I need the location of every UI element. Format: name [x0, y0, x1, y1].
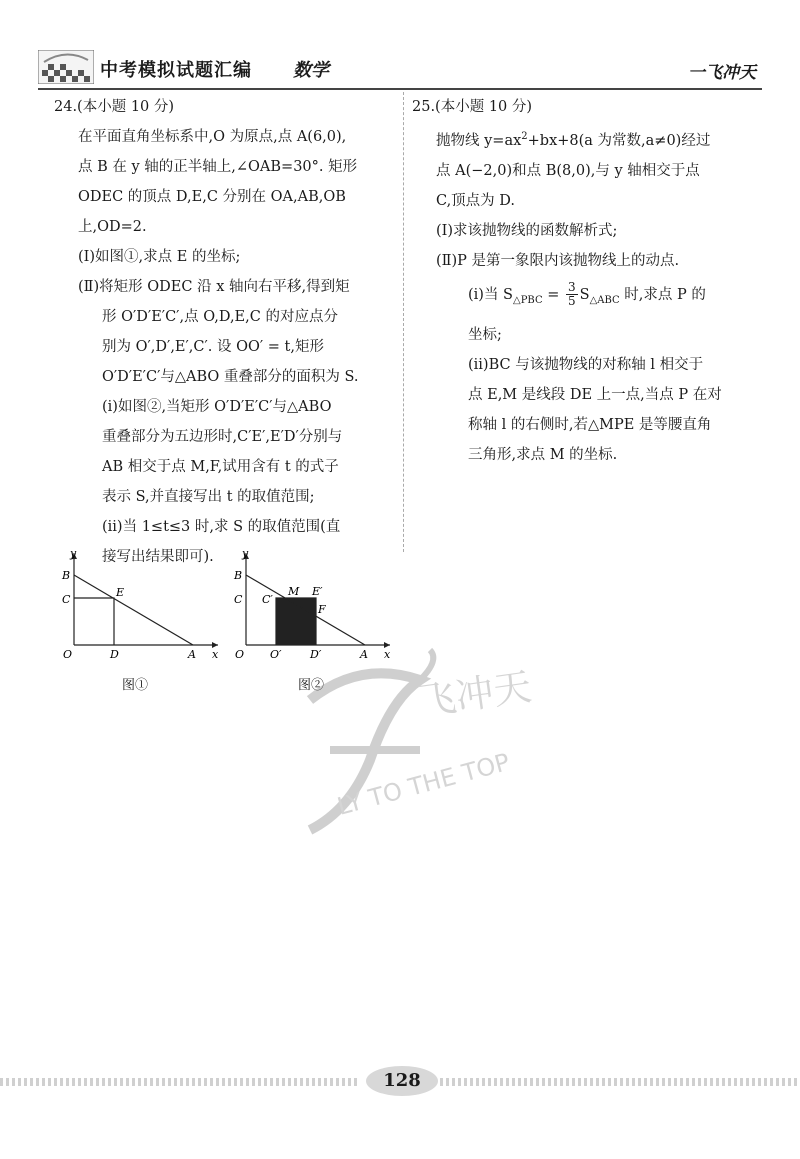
point-label-f: F [318, 603, 326, 616]
point-label-c: C [62, 593, 71, 606]
brand-label: 一飞冲天 [688, 63, 756, 83]
question-24 [54, 92, 396, 572]
book-title: 中考模拟试题汇编 [100, 60, 252, 81]
point-label-o: O [235, 648, 245, 661]
q25-sub-2-line: (ⅱ)BC 与该抛物线的对称轴 l 相交于 [468, 356, 704, 373]
q25-sub-2-line: 点 E,M 是线段 DE 上一点,当点 P 在对 [468, 386, 722, 403]
q25-part-2: (Ⅱ)P 是第一象限内该抛物线上的动点. [436, 252, 680, 269]
point-label-a: A [360, 648, 368, 661]
q24-number: 24.(本小题 10 分) [54, 99, 175, 115]
point-label-a: A [188, 648, 196, 661]
q25-sub1-text: 时,求点 P 的 [619, 286, 706, 303]
footer-ornament-left [0, 1078, 360, 1086]
q24-part-2-line: 形 O′D′E′C′,点 O,D,E,C 的对应点分 [102, 309, 338, 325]
segment-ab [74, 575, 193, 645]
axis-label-y: y [242, 547, 249, 560]
subject-label: 数学 [293, 60, 329, 81]
axis-label-y: y [70, 547, 77, 560]
point-label-b: B [62, 569, 71, 582]
point-label-c-prime: C′ [262, 593, 273, 606]
fraction-numerator: 3 [567, 280, 576, 295]
q25-sub1-text: S [579, 286, 590, 303]
q24-stem-line: 点 B 在 y 轴的正半轴上,∠OAB=30°. 矩形 [78, 159, 358, 175]
q25-sub1-subscript: △PBC [513, 294, 543, 306]
fraction [566, 281, 578, 308]
q25-sub-2-line: 称轴 l 的右侧时,若△MPE 是等腰直角 [468, 416, 712, 433]
q25-sub-2-line: 三角形,求点 M 的坐标. [468, 446, 618, 463]
header-divider [38, 88, 762, 90]
q24-part-2-line: O′D′E′C′与△ABO 重叠部分的面积为 S. [102, 369, 359, 385]
q24-part-2-line: 别为 O′,D′,E′,C′. 设 OO′ = t,矩形 [102, 339, 324, 355]
watermark-en-text: LY TO THE TOP [334, 747, 513, 821]
point-label-o: O [63, 648, 73, 661]
q24-sub-1-line: 重叠部分为五边形时,C′E′,E′D′分别与 [102, 429, 343, 445]
q25-sub1-eq: = [542, 286, 564, 303]
q25-stem-line [412, 122, 752, 156]
figure-2-caption: 图② [298, 678, 325, 693]
rectangle-odec [74, 598, 114, 645]
q25-exponent: 2 [521, 131, 528, 142]
q25-part-1: (Ⅰ)求该抛物线的函数解析式; [436, 222, 618, 239]
q24-sub-2-line: 接写出结果即可). [102, 549, 214, 565]
page-header [38, 44, 762, 90]
point-label-b: B [234, 569, 243, 582]
q24-stem-line: 在平面直角坐标系中,O 为原点,点 A(6,0), [78, 129, 347, 145]
page-number: 128 [383, 1070, 421, 1091]
brand-watermark [270, 640, 550, 850]
q24-sub-1-line: (ⅰ)如图②,当矩形 O′D′E′C′与△ABO [102, 399, 332, 415]
q25-number: 25.(本小题 10 分) [412, 99, 533, 115]
q24-part-2-line: (Ⅱ)将矩形 ODEC 沿 x 轴向右平移,得到矩 [78, 279, 350, 295]
point-label-o-prime: O′ [270, 648, 282, 661]
q25-stem-text: +bx+8(a 为常数,a≠0)经过 [527, 132, 711, 149]
q25-stem-line: 点 A(−2,0)和点 B(8,0),与 y 轴相交于点 [436, 162, 700, 179]
q25-sub1-text: (ⅰ)当 S [468, 286, 513, 303]
q25-sub-1-line [412, 276, 752, 320]
q24-sub-2-line: (ⅱ)当 1≤t≤3 时,求 S 的取值范围(直 [102, 519, 341, 535]
column-divider [403, 92, 404, 552]
point-label-e: E [116, 586, 125, 599]
q25-stem-text: 抛物线 y=ax [436, 132, 522, 149]
watermark-cn-text: 飞冲天 [415, 664, 535, 724]
q24-part-1: (Ⅰ)如图①,求点 E 的坐标; [78, 249, 241, 265]
q24-stem-line: ODEC 的顶点 D,E,C 分别在 OA,AB,OB [78, 189, 346, 205]
figure-1-caption: 图① [122, 678, 149, 693]
q25-sub1-subscript: △ABC [589, 294, 620, 306]
q25-sub-1-line: 坐标; [468, 326, 502, 343]
q24-sub-1-line: 表示 S,并直接写出 t 的取值范围; [102, 489, 315, 505]
point-label-e-prime: E′ [312, 585, 323, 598]
question-25 [412, 92, 752, 470]
q25-stem-line: C,顶点为 D. [436, 192, 516, 209]
checker-logo-icon [38, 50, 94, 84]
figure-1 [58, 545, 228, 670]
axis-label-x: x [212, 648, 219, 661]
q24-sub-1-line: AB 相交于点 M,F,试用含有 t 的式子 [102, 459, 339, 475]
point-label-m: M [288, 585, 300, 598]
q24-stem-line: 上,OD=2. [78, 219, 147, 235]
footer-ornament-right [440, 1078, 800, 1086]
point-label-c: C [234, 593, 243, 606]
point-label-d-prime: D′ [310, 648, 322, 661]
point-label-d: D [110, 648, 119, 661]
axis-label-x: x [384, 648, 391, 661]
fraction-denominator: 5 [567, 294, 576, 309]
